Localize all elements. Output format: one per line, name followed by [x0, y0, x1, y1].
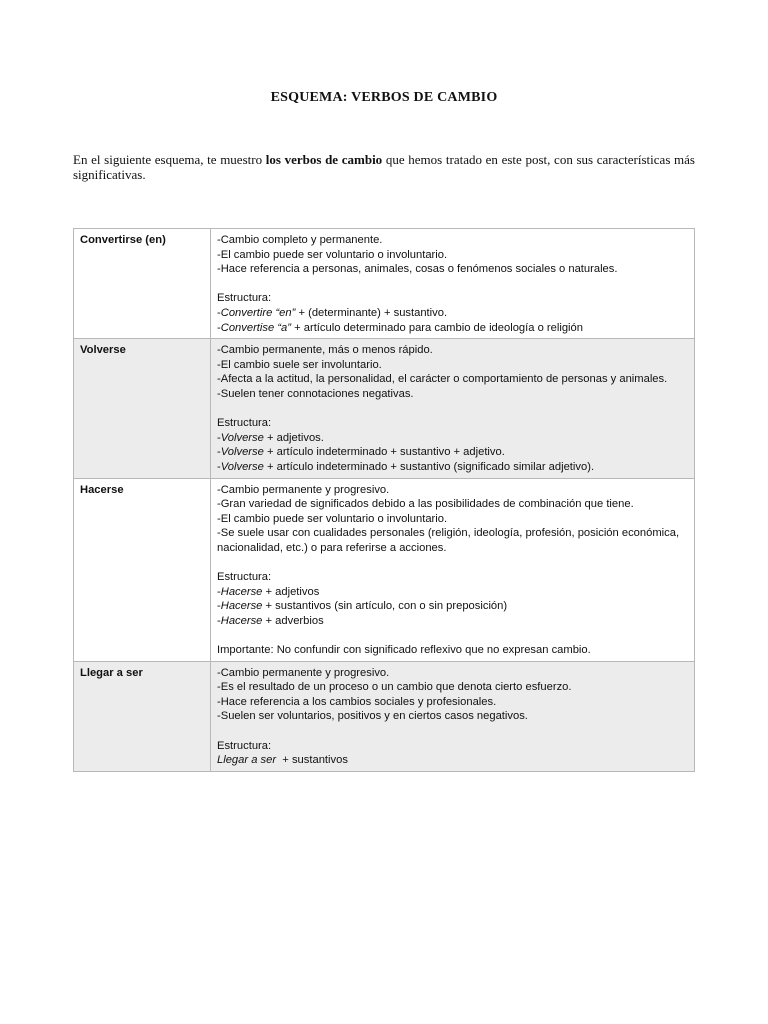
- line-suffix: + artículo determinado para cambio de ideología o religión: [291, 321, 583, 334]
- table-row: [74, 339, 695, 478]
- line-gap: [217, 277, 688, 292]
- line-gap: [217, 555, 688, 570]
- verb-description-cell: [211, 229, 695, 339]
- description-line: -Cambio permanente y progresivo.: [217, 483, 390, 496]
- description-line: -Se suele usar con cualidades personales (religión, ideología, profesión, posición económica, nacionalidad, etc.) o para referirse a acciones.: [217, 527, 680, 554]
- description-line: -Gran variedad de significados debido a las posibilidades de combinación que tiene.: [217, 498, 634, 511]
- intro-text-before: En el siguiente esquema, te muestro: [73, 152, 266, 167]
- verb-structure-italic: Hacerse: [220, 614, 263, 627]
- description-line: -Afecta a la actitud, la personalidad, el carácter o comportamiento de personas y animales.: [217, 373, 668, 386]
- verb-structure-italic: Convertise “a”: [220, 321, 291, 334]
- description-line: -El cambio puede ser voluntario o involuntario.: [217, 512, 448, 525]
- verbs-table-body: [74, 229, 695, 772]
- description-line: -Suelen tener connotaciones negativas.: [217, 387, 414, 400]
- description-line: -Cambio permanente y progresivo.: [217, 666, 390, 679]
- table-row: [74, 229, 695, 339]
- line-suffix: + sustantivos: [276, 754, 348, 767]
- table-row: [74, 478, 695, 661]
- description-line: -Cambio permanente, más o menos rápido.: [217, 344, 433, 357]
- verb-structure-italic: Convertire “en”: [220, 306, 296, 319]
- line-prefix: -: [217, 600, 221, 613]
- intro-text-bold: los verbos de cambio: [265, 152, 383, 167]
- description-line: [217, 431, 688, 446]
- line-prefix: -: [217, 431, 221, 444]
- verb-structure-italic: Llegar a ser: [217, 754, 277, 767]
- line-prefix: -: [217, 446, 221, 459]
- verb-name-cell: Convertirse (en): [74, 229, 211, 339]
- description-line: [217, 460, 688, 475]
- verbs-table: [73, 228, 695, 772]
- line-gap: [217, 724, 688, 739]
- line-prefix: -: [217, 321, 221, 334]
- line-prefix: -: [217, 306, 221, 319]
- verb-name-cell: Llegar a ser: [74, 661, 211, 771]
- description-line: [217, 306, 688, 321]
- description-line: [217, 585, 688, 600]
- description-line: -El cambio puede ser voluntario o involuntario.: [217, 248, 448, 261]
- description-line: -Hace referencia a los cambios sociales y profesionales.: [217, 695, 497, 708]
- table-row: [74, 661, 695, 771]
- line-prefix: -: [217, 585, 221, 598]
- verb-structure-italic: Volverse: [220, 460, 264, 473]
- line-suffix: + artículo indeterminado + sustantivo (significado similar adjetivo).: [263, 460, 595, 473]
- verb-description-cell: [211, 339, 695, 478]
- description-line: Importante: No confundir con significado reflexivo que no expresan cambio.: [217, 644, 591, 657]
- line-suffix: + (determinante) + sustantivo.: [295, 306, 448, 319]
- verb-name-cell: Volverse: [74, 339, 211, 478]
- line-gap: [217, 402, 688, 417]
- intro-text-after: que hemos tratado en este post, con sus características más significativas.: [73, 152, 695, 182]
- verb-structure-italic: Volverse: [220, 446, 264, 459]
- description-line: -Suelen ser voluntarios, positivos y en ciertos casos negativos.: [217, 710, 528, 723]
- description-line: -Es el resultado de un proceso o un cambio que denota cierto esfuerzo.: [217, 681, 572, 694]
- description-line: Estructura:: [217, 739, 272, 752]
- description-line: [217, 321, 688, 336]
- verb-structure-italic: Hacerse: [220, 600, 263, 613]
- description-line: [217, 445, 688, 460]
- intro-paragraph: [73, 152, 695, 182]
- verb-description-cell: [211, 478, 695, 661]
- line-suffix: + sustantivos (sin artículo, con o sin preposición): [262, 600, 508, 613]
- description-line: Estructura:: [217, 292, 272, 305]
- line-suffix: + adjetivos.: [263, 431, 324, 444]
- verb-structure-italic: Volverse: [220, 431, 264, 444]
- line-suffix: + adverbios: [262, 614, 324, 627]
- line-prefix: -: [217, 614, 221, 627]
- description-line: Estructura:: [217, 417, 272, 430]
- description-line: -Cambio completo y permanente.: [217, 234, 383, 246]
- line-gap: [217, 628, 688, 643]
- line-suffix: + adjetivos: [262, 585, 320, 598]
- description-line: -El cambio suele ser involuntario.: [217, 358, 382, 371]
- line-prefix: -: [217, 460, 221, 473]
- line-suffix: + artículo indeterminado + sustantivo + adjetivo.: [263, 446, 505, 459]
- description-line: [217, 614, 688, 629]
- verb-name-cell: Hacerse: [74, 478, 211, 661]
- document-title: ESQUEMA: VERBOS DE CAMBIO: [270, 90, 498, 105]
- verb-structure-italic: Hacerse: [220, 585, 263, 598]
- description-line: -Hace referencia a personas, animales, cosas o fenómenos sociales o naturales.: [217, 263, 618, 276]
- verb-description-cell: [211, 661, 695, 771]
- description-line: [217, 599, 688, 614]
- description-line: Estructura:: [217, 571, 272, 584]
- description-line: [217, 753, 688, 768]
